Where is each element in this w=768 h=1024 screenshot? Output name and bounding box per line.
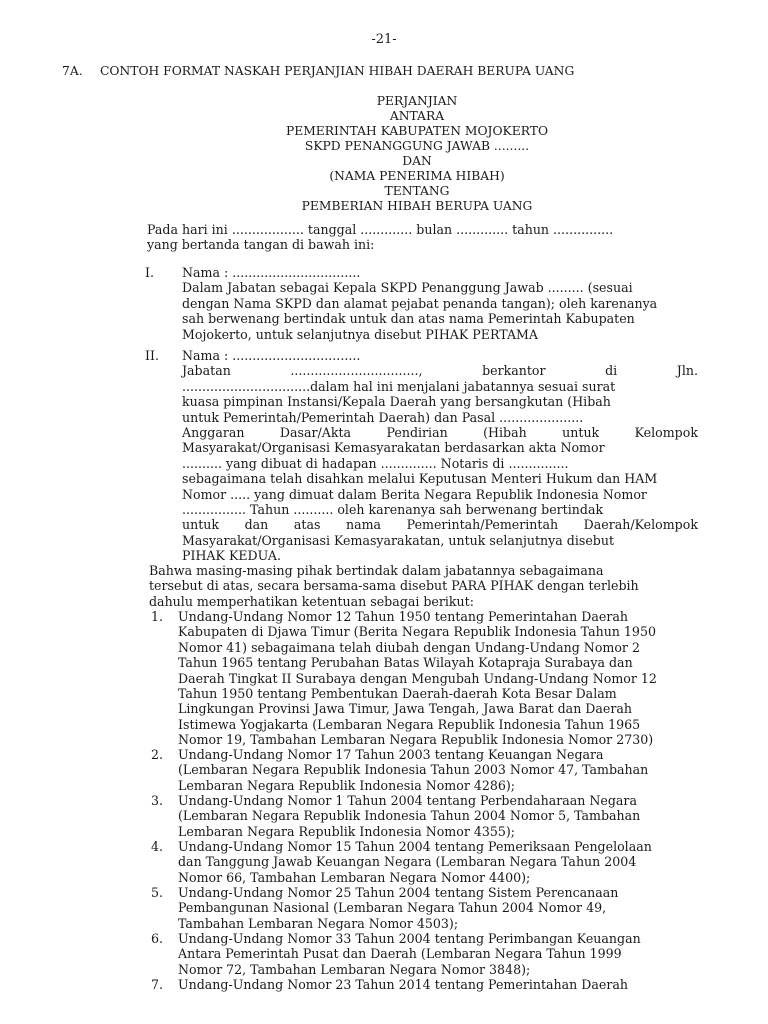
justified-word: dan	[244, 517, 269, 533]
law-line: Nomor 72, Tambahan Lembaran Negara Nomor 3848);	[178, 961, 531, 977]
section-title: CONTOH FORMAT NASKAH PERJANJIAN HIBAH DAERAH BERUPA UANG	[100, 64, 575, 78]
party-two-line: ................ Tahun .......... oleh karenanya sah berwenang bertindak	[182, 501, 604, 517]
party-one-line: Mojokerto, untuk selanjutnya disebut PIHAK PERTAMA	[182, 326, 539, 342]
justified-word: Pendirian	[386, 424, 448, 440]
title-line: (NAMA PENERIMA HIBAH)	[329, 169, 505, 183]
law-line: dan Tanggung Jawab Keuangan Negara (Lembaran Negara Tahun 2004	[178, 854, 637, 870]
law-line: Undang-Undang Nomor 25 Tahun 2004 tentang Sistem Perencanaan	[178, 885, 619, 900]
page-number: -21-	[371, 32, 397, 47]
party-two-line: PIHAK KEDUA.	[182, 548, 281, 564]
law-text	[178, 885, 698, 931]
party-one-line: sah berwenang bertindak untuk dan atas nama Pemerintah Kabupaten	[182, 311, 635, 327]
law-number: 1.	[151, 609, 164, 624]
title-line: DAN	[402, 154, 432, 168]
law-line: Tahun 1965 tentang Perubahan Batas Wilayah Kotapraja Surabaya dan	[178, 655, 633, 671]
title-line: ANTARA	[389, 109, 445, 123]
recital-line: Bahwa masing-masing pihak bertindak dalam jabatannya sebagaimana	[149, 563, 604, 578]
law-number: 3.	[151, 793, 164, 808]
party-two-line: ................................dalam hal ini menjalani jabatannya sesuai surat	[182, 378, 616, 394]
party-two-line: .......... yang dibuat di hadapan .............. Notaris di ...............	[182, 455, 569, 471]
party-two-line: Masyarakat/Organisasi Kemasyarakatan, untuk selanjutnya disebut	[182, 532, 615, 548]
law-line: Tambahan Lembaran Negara Nomor 4503);	[178, 915, 459, 931]
party-two-line	[182, 363, 698, 378]
law-line: Undang-Undang Nomor 12 Tahun 1950 tentang Pemerintahan Daerah	[178, 609, 628, 624]
section-code: 7A.	[62, 64, 83, 78]
party-two-line: kuasa pimpinan Instansi/Kepala Daerah yang bersangkutan (Hibah	[182, 394, 611, 410]
justified-word: ................................,	[290, 363, 423, 379]
law-line: Istimewa Yogjakarta (Lembaran Negara Republik Indonesia Tahun 1965	[178, 716, 641, 732]
agreement-title	[0, 94, 768, 214]
law-line: Undang-Undang Nomor 17 Tahun 2003 tentang Keuangan Negara	[178, 747, 604, 762]
justified-word: untuk	[562, 424, 600, 440]
party-two-line: Nama : ................................	[182, 348, 361, 363]
opening-line: yang bertanda tangan di bawah ini:	[147, 237, 375, 253]
justified-word: nama	[346, 517, 382, 533]
title-line: PERJANJIAN	[376, 94, 458, 108]
law-line: (Lembaran Negara Republik Indonesia Tahun 2004 Nomor 5, Tambahan	[178, 808, 641, 824]
law-text	[178, 793, 698, 839]
law-number: 6.	[151, 931, 164, 946]
party-two-line: untuk Pemerintah/Pemerintah Daerah) dan Pasal .....................	[182, 409, 584, 425]
title-line: PEMERINTAH KABUPATEN MOJOKERTO	[285, 124, 549, 138]
law-line: Lingkungan Provinsi Jawa Timur, Jawa Tengah, Jawa Barat dan Daerah	[178, 701, 633, 717]
recital-line: tersebut di atas, secara bersama-sama disebut PARA PIHAK dengan terlebih	[149, 578, 639, 594]
justified-word: atas	[293, 517, 321, 533]
law-line: Pembangunan Nasional (Lembaran Negara Tahun 2004 Nomor 49,	[178, 900, 607, 916]
law-line: Antara Pemerintah Pusat dan Daerah (Lembaran Negara Tahun 1999	[178, 946, 622, 962]
justified-word: di	[605, 363, 618, 379]
law-line: Undang-Undang Nomor 33 Tahun 2004 tentang Perimbangan Keuangan	[178, 931, 641, 946]
party-two-line: Nomor ..... yang dimuat dalam Berita Negara Republik Indonesia Nomor	[182, 486, 647, 502]
law-line: Daerah Tingkat II Surabaya dengan Mengubah Undang-Undang Nomor 12	[178, 670, 657, 686]
law-line: Nomor 41) sebagaimana telah diubah dengan Undang-Undang Nomor 2	[178, 639, 640, 655]
justified-word: (Hibah	[483, 424, 527, 440]
law-line: Kabupaten di Djawa Timur (Berita Negara Republik Indonesia Tahun 1950	[178, 624, 656, 640]
law-text	[178, 931, 698, 977]
title-line: SKPD PENANGGUNG JAWAB .........	[304, 139, 530, 153]
justified-word: Daerah/Kelompok	[583, 517, 698, 533]
party-two-text	[182, 348, 698, 563]
party-one-line: dengan Nama SKPD dan alamat pejabat penanda tangan); oleh karenanya	[182, 295, 658, 311]
law-number: 4.	[151, 839, 164, 854]
party-one-line: Dalam Jabatan sebagai Kepala SKPD Penanggung Jawab ......... (sesuai	[182, 280, 633, 296]
justified-word: Pemerintah/Pemerintah	[406, 517, 559, 533]
opening-line: Pada hari ini .................. tanggal ............. bulan ............. tahun ...............	[147, 222, 614, 237]
justified-word: Anggaran	[182, 424, 245, 440]
party-two-line: sebagaimana telah disahkan melalui Keputusan Menteri Hukum dan HAM	[182, 471, 658, 487]
justified-word: Dasar/Akta	[279, 424, 352, 440]
law-number: 2.	[151, 747, 164, 762]
law-line: Undang-Undang Nomor 15 Tahun 2004 tentang Pemeriksaan Pengelolaan	[178, 839, 652, 854]
party-two-line	[182, 425, 698, 440]
law-line: Nomor 19, Tambahan Lembaran Negara Republik Indonesia Nomor 2730)	[178, 732, 654, 748]
justified-word: untuk	[182, 517, 220, 533]
law-line: Nomor 66, Tambahan Lembaran Negara Nomor 4400);	[178, 869, 531, 885]
law-number: 5.	[151, 885, 164, 900]
party-one-numeral: I.	[145, 265, 154, 280]
justified-word: Kelompok	[634, 424, 698, 440]
recital-paragraph	[149, 563, 698, 609]
law-text	[178, 977, 698, 992]
law-number: 7.	[151, 977, 164, 992]
recital-line: dahulu memperhatikan ketentuan sebagai berikut:	[149, 593, 474, 609]
justified-word: Jln.	[676, 363, 698, 379]
justified-word: Jabatan	[182, 363, 231, 379]
party-two-numeral: II.	[145, 348, 159, 363]
law-line: Lembaran Negara Republik Indonesia Nomor 4355);	[178, 823, 516, 839]
law-text	[178, 747, 698, 793]
party-two-line: Masyarakat/Organisasi Kemasyarakatan berdasarkan akta Nomor	[182, 440, 605, 456]
party-two-line	[182, 517, 698, 532]
law-text	[178, 609, 698, 748]
law-line: Undang-Undang Nomor 1 Tahun 2004 tentang Perbendaharaan Negara	[178, 793, 637, 808]
party-one-line: Nama : ................................	[182, 265, 361, 280]
law-line: (Lembaran Negara Republik Indonesia Tahun 2003 Nomor 47, Tambahan	[178, 762, 649, 778]
title-line: TENTANG	[384, 184, 450, 198]
law-line: Undang-Undang Nomor 23 Tahun 2014 tentang Pemerintahan Daerah	[178, 977, 628, 992]
law-line: Tahun 1950 tentang Pembentukan Daerah-daerah Kota Besar Dalam	[178, 685, 617, 701]
opening-paragraph	[147, 222, 698, 253]
party-one-text	[182, 265, 698, 342]
justified-word: berkantor	[482, 363, 546, 379]
section-heading	[62, 64, 574, 78]
law-text	[178, 839, 698, 885]
law-line: Lembaran Negara Republik Indonesia Nomor 4286);	[178, 777, 516, 793]
title-line: PEMBERIAN HIBAH BERUPA UANG	[301, 199, 533, 213]
